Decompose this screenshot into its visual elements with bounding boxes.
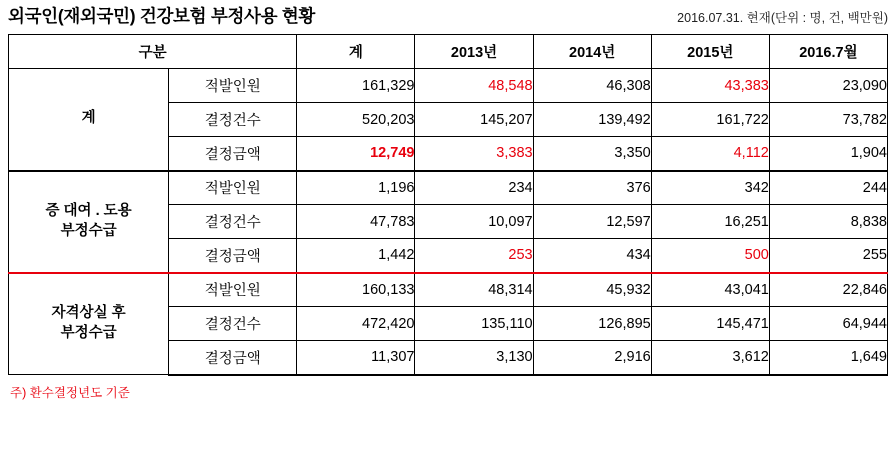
cell-2016: 64,944 — [769, 307, 887, 341]
cell-2013: 48,548 — [415, 69, 533, 103]
cell-2013: 3,130 — [415, 341, 533, 375]
category-line-1: 증 대여 . 도용 — [45, 202, 132, 219]
row-item-label: 결정금액 — [169, 239, 297, 273]
cell-2016: 1,649 — [769, 341, 887, 375]
row-category-total: 계 — [9, 69, 169, 171]
cell-total: 47,783 — [297, 205, 415, 239]
cell-total: 472,420 — [297, 307, 415, 341]
column-header-2013: 2013년 — [415, 35, 533, 69]
cell-total: 160,133 — [297, 273, 415, 307]
cell-2014: 45,932 — [533, 273, 651, 307]
category-line-2: 부정수급 — [60, 324, 117, 341]
column-header-2016: 2016.7월 — [769, 35, 887, 69]
table-row — [9, 273, 888, 307]
category-line-1: 자격상실 후 — [51, 305, 126, 322]
cell-2015: 161,722 — [651, 103, 769, 137]
unit-note: 2016.07.31. 현재(단위 : 명, 건, 백만원) — [677, 11, 888, 25]
cell-2014: 139,492 — [533, 103, 651, 137]
cell-2015: 43,383 — [651, 69, 769, 103]
cell-2014: 126,895 — [533, 307, 651, 341]
cell-2015: 500 — [651, 239, 769, 273]
cell-2013: 10,097 — [415, 205, 533, 239]
cell-total: 1,196 — [297, 171, 415, 205]
cell-total: 520,203 — [297, 103, 415, 137]
cell-2015: 145,471 — [651, 307, 769, 341]
cell-2016: 73,782 — [769, 103, 887, 137]
cell-2016: 23,090 — [769, 69, 887, 103]
cell-2014: 434 — [533, 239, 651, 273]
cell-2013: 135,110 — [415, 307, 533, 341]
cell-2013: 234 — [415, 171, 533, 205]
cell-2013: 48,314 — [415, 273, 533, 307]
row-item-label: 결정금액 — [169, 137, 297, 171]
row-item-label: 결정건수 — [169, 307, 297, 341]
data-table — [8, 34, 888, 376]
cell-total: 1,442 — [297, 239, 415, 273]
cell-2016: 22,846 — [769, 273, 887, 307]
cell-2013: 3,383 — [415, 137, 533, 171]
cell-2014: 376 — [533, 171, 651, 205]
row-item-label: 적발인원 — [169, 273, 297, 307]
cell-2015: 342 — [651, 171, 769, 205]
cell-total: 12,749 — [297, 137, 415, 171]
cell-2016: 244 — [769, 171, 887, 205]
cell-2015: 3,612 — [651, 341, 769, 375]
table-row — [9, 171, 888, 205]
page-title: 외국인(재외국민) 건강보험 부정사용 현황 — [8, 6, 316, 26]
table-row — [9, 69, 888, 103]
cell-2014: 2,916 — [533, 341, 651, 375]
column-header-2015: 2015년 — [651, 35, 769, 69]
cell-total: 11,307 — [297, 341, 415, 375]
column-header-category: 구분 — [9, 35, 297, 69]
cell-total: 161,329 — [297, 69, 415, 103]
document-header — [0, 0, 896, 34]
cell-2013: 145,207 — [415, 103, 533, 137]
row-item-label: 적발인원 — [169, 69, 297, 103]
cell-2014: 46,308 — [533, 69, 651, 103]
row-item-label: 결정건수 — [169, 205, 297, 239]
table-footnote: 주) 환수결정년도 기준 — [10, 385, 130, 400]
cell-2014: 12,597 — [533, 205, 651, 239]
row-item-label: 결정금액 — [169, 341, 297, 375]
row-item-label: 결정건수 — [169, 103, 297, 137]
cell-2015: 16,251 — [651, 205, 769, 239]
column-header-2014: 2014년 — [533, 35, 651, 69]
row-category-disqualified — [9, 273, 169, 375]
cell-2013: 253 — [415, 239, 533, 273]
row-category-lending — [9, 171, 169, 273]
column-header-total: 계 — [297, 35, 415, 69]
cell-2016: 1,904 — [769, 137, 887, 171]
cell-2016: 255 — [769, 239, 887, 273]
cell-2016: 8,838 — [769, 205, 887, 239]
table-header-row — [9, 35, 888, 69]
cell-2015: 43,041 — [651, 273, 769, 307]
row-item-label: 적발인원 — [169, 171, 297, 205]
category-line-2: 부정수급 — [60, 222, 117, 239]
cell-2015: 4,112 — [651, 137, 769, 171]
cell-2014: 3,350 — [533, 137, 651, 171]
